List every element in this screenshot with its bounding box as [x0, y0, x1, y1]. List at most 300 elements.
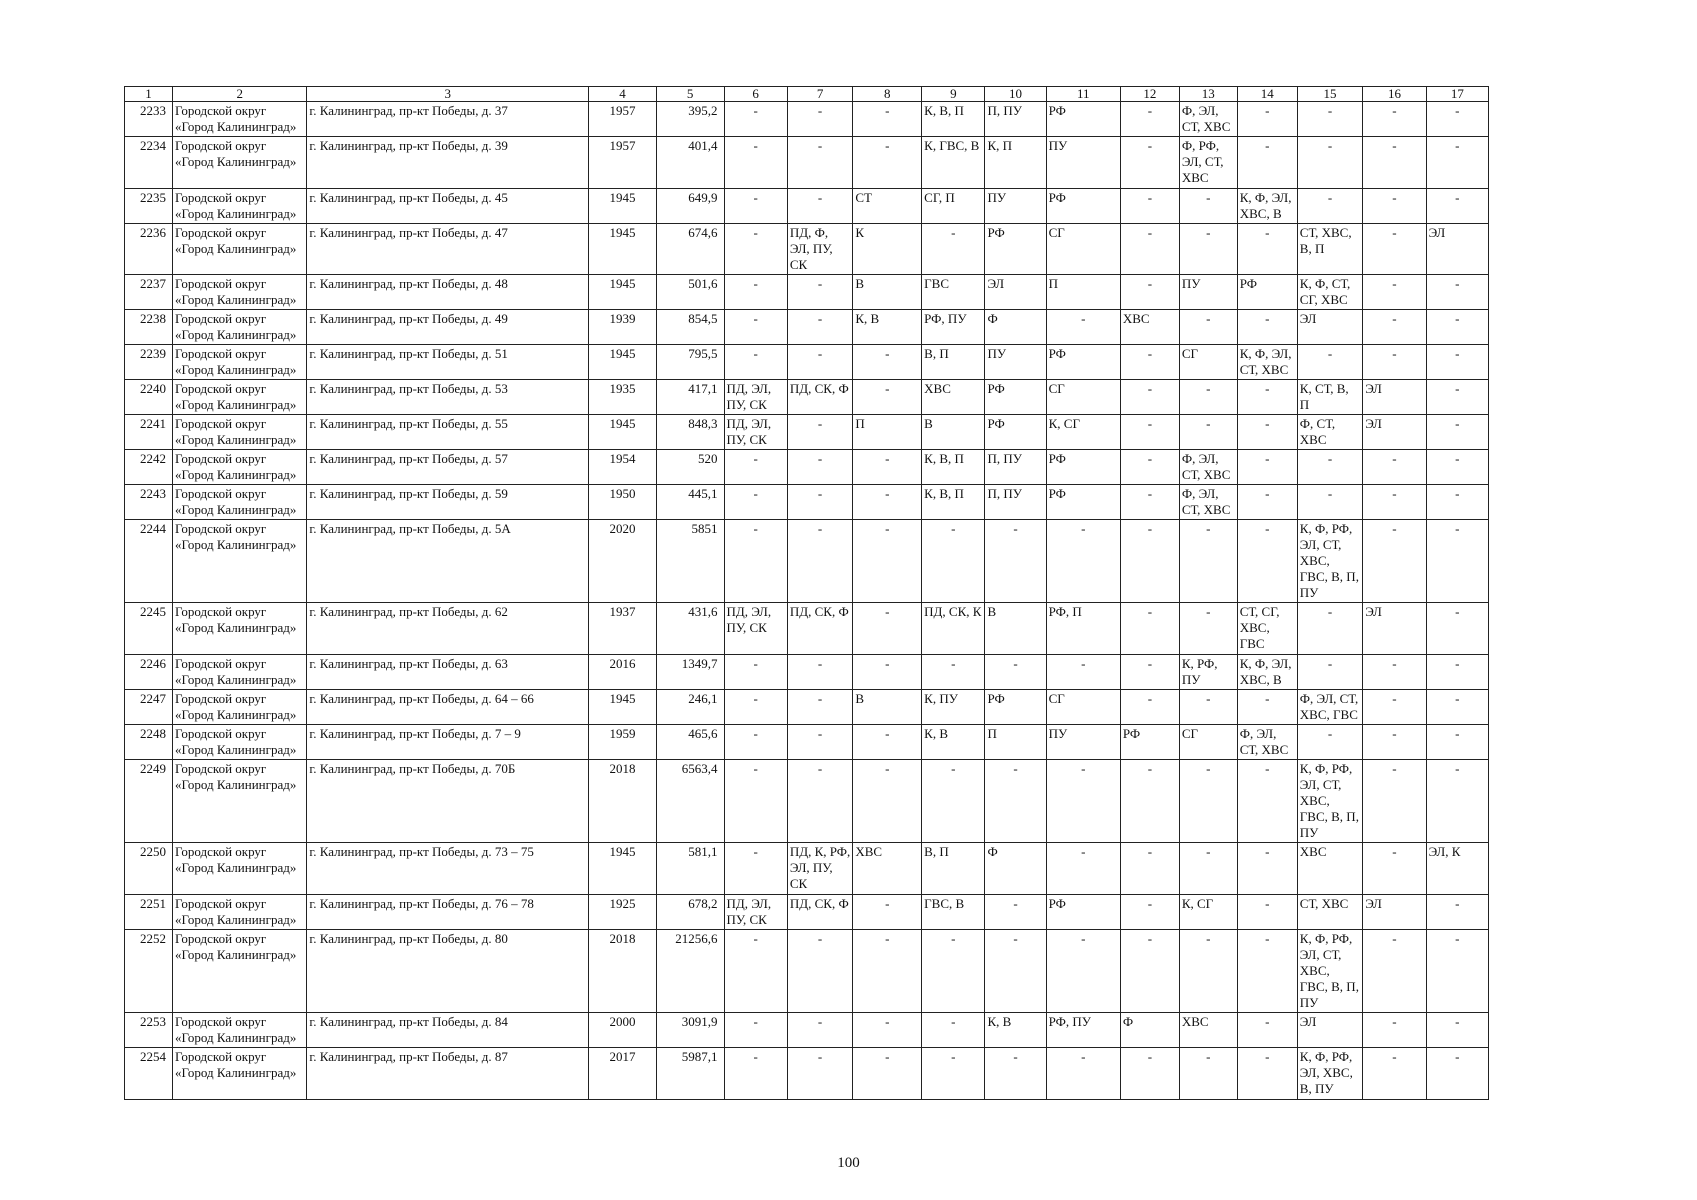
table-row [125, 102, 1489, 137]
cell-col-1: 2252 [125, 930, 173, 1013]
cell-col-14: - [1237, 520, 1297, 603]
column-header-12: 12 [1120, 87, 1179, 102]
cell-col-13: - [1179, 603, 1237, 655]
cell-col-9: К, ГВС, В [922, 137, 985, 189]
table-row [125, 345, 1489, 380]
cell-col-13: Ф, ЭЛ, СТ, ХВС [1179, 450, 1237, 485]
cell-col-2: Городской округ «Город Калининград» [173, 415, 307, 450]
cell-col-16: - [1363, 843, 1426, 895]
cell-col-12: Ф [1120, 1013, 1179, 1048]
cell-col-5: 854,5 [656, 310, 724, 345]
cell-col-3: г. Калининград, пр-кт Победы, д. 5А [307, 520, 589, 603]
cell-col-14: - [1237, 690, 1297, 725]
cell-col-3: г. Калининград, пр-кт Победы, д. 37 [307, 102, 589, 137]
cell-col-4: 2000 [589, 1013, 657, 1048]
cell-col-17: - [1426, 310, 1488, 345]
cell-col-15: К, Ф, РФ, ЭЛ, СТ, ХВС, ГВС, В, П, ПУ [1297, 760, 1363, 843]
cell-col-8: - [853, 450, 922, 485]
cell-col-8: - [853, 520, 922, 603]
column-header-3: 3 [307, 87, 589, 102]
cell-col-6: - [724, 485, 787, 520]
column-header-2: 2 [173, 87, 307, 102]
cell-col-17: - [1426, 1013, 1488, 1048]
page-number: 100 [837, 1155, 860, 1171]
cell-col-3: г. Калининград, пр-кт Победы, д. 7 – 9 [307, 725, 589, 760]
cell-col-2: Городской округ «Город Калининград» [173, 450, 307, 485]
cell-col-2: Городской округ «Город Калининград» [173, 1013, 307, 1048]
cell-col-7: ПД, К, РФ, ЭЛ, ПУ, СК [787, 843, 853, 895]
cell-col-9: К, ПУ [922, 690, 985, 725]
cell-col-13: - [1179, 380, 1237, 415]
cell-col-6: - [724, 310, 787, 345]
cell-col-15: К, Ф, РФ, ЭЛ, СТ, ХВС, ГВС, В, П, ПУ [1297, 520, 1363, 603]
cell-col-9: СГ, П [922, 189, 985, 224]
cell-col-8: П [853, 415, 922, 450]
cell-col-1: 2241 [125, 415, 173, 450]
cell-col-16: - [1363, 102, 1426, 137]
cell-col-7: - [787, 345, 853, 380]
cell-col-11: - [1046, 843, 1120, 895]
cell-col-8: ХВС [853, 843, 922, 895]
cell-col-8: - [853, 895, 922, 930]
cell-col-12: - [1120, 843, 1179, 895]
cell-col-4: 2017 [589, 1048, 657, 1100]
buildings-table [124, 86, 1489, 1100]
cell-col-14: - [1237, 930, 1297, 1013]
cell-col-17: - [1426, 520, 1488, 603]
cell-col-6: - [724, 345, 787, 380]
cell-col-12: - [1120, 275, 1179, 310]
cell-col-1: 2251 [125, 895, 173, 930]
cell-col-16: - [1363, 690, 1426, 725]
cell-col-2: Городской округ «Город Калининград» [173, 485, 307, 520]
cell-col-11: ПУ [1046, 137, 1120, 189]
cell-col-9: - [922, 1048, 985, 1100]
cell-col-4: 1945 [589, 415, 657, 450]
cell-col-1: 2238 [125, 310, 173, 345]
cell-col-16: - [1363, 345, 1426, 380]
cell-col-10: К, П [985, 137, 1046, 189]
cell-col-9: К, В [922, 725, 985, 760]
cell-col-12: - [1120, 380, 1179, 415]
cell-col-4: 1945 [589, 189, 657, 224]
column-header-4: 4 [589, 87, 657, 102]
cell-col-17: - [1426, 380, 1488, 415]
cell-col-13: СГ [1179, 725, 1237, 760]
cell-col-7: ПД, СК, Ф [787, 895, 853, 930]
table-row [125, 1048, 1489, 1100]
cell-col-4: 1950 [589, 485, 657, 520]
cell-col-11: РФ [1046, 345, 1120, 380]
cell-col-15: - [1297, 485, 1363, 520]
cell-col-2: Городской округ «Город Калининград» [173, 843, 307, 895]
cell-col-16: ЭЛ [1363, 895, 1426, 930]
cell-col-7: - [787, 520, 853, 603]
cell-col-1: 2250 [125, 843, 173, 895]
table-row [125, 189, 1489, 224]
cell-col-3: г. Калининград, пр-кт Победы, д. 87 [307, 1048, 589, 1100]
cell-col-7: - [787, 310, 853, 345]
cell-col-10: - [985, 760, 1046, 843]
cell-col-4: 1939 [589, 310, 657, 345]
cell-col-17: - [1426, 485, 1488, 520]
cell-col-5: 5987,1 [656, 1048, 724, 1100]
column-header-14: 14 [1237, 87, 1297, 102]
cell-col-5: 5851 [656, 520, 724, 603]
cell-col-16: - [1363, 224, 1426, 275]
cell-col-14: - [1237, 380, 1297, 415]
cell-col-8: - [853, 725, 922, 760]
table-row [125, 1013, 1489, 1048]
cell-col-7: - [787, 655, 853, 690]
cell-col-3: г. Калининград, пр-кт Победы, д. 53 [307, 380, 589, 415]
cell-col-6: - [724, 189, 787, 224]
column-header-13: 13 [1179, 87, 1237, 102]
cell-col-2: Городской округ «Город Калининград» [173, 603, 307, 655]
cell-col-17: - [1426, 760, 1488, 843]
cell-col-5: 520 [656, 450, 724, 485]
cell-col-4: 1957 [589, 137, 657, 189]
cell-col-10: ПУ [985, 345, 1046, 380]
cell-col-1: 2240 [125, 380, 173, 415]
cell-col-14: - [1237, 102, 1297, 137]
cell-col-6: - [724, 137, 787, 189]
cell-col-8: - [853, 930, 922, 1013]
cell-col-2: Городской округ «Город Калининград» [173, 930, 307, 1013]
cell-col-3: г. Калининград, пр-кт Победы, д. 62 [307, 603, 589, 655]
cell-col-6: - [724, 725, 787, 760]
cell-col-4: 1945 [589, 345, 657, 380]
cell-col-3: г. Калининград, пр-кт Победы, д. 84 [307, 1013, 589, 1048]
cell-col-17: - [1426, 275, 1488, 310]
cell-col-11: РФ [1046, 189, 1120, 224]
cell-col-4: 1945 [589, 275, 657, 310]
table-row [125, 603, 1489, 655]
cell-col-2: Городской округ «Город Калининград» [173, 275, 307, 310]
cell-col-17: - [1426, 137, 1488, 189]
cell-col-16: ЭЛ [1363, 415, 1426, 450]
cell-col-1: 2243 [125, 485, 173, 520]
cell-col-12: - [1120, 137, 1179, 189]
cell-col-12: - [1120, 603, 1179, 655]
cell-col-10: П, ПУ [985, 485, 1046, 520]
cell-col-15: Ф, СТ, ХВС [1297, 415, 1363, 450]
cell-col-15: - [1297, 345, 1363, 380]
cell-col-17: ЭЛ, К [1426, 843, 1488, 895]
table-row [125, 380, 1489, 415]
cell-col-7: - [787, 275, 853, 310]
cell-col-13: - [1179, 224, 1237, 275]
cell-col-17: - [1426, 690, 1488, 725]
cell-col-12: - [1120, 1048, 1179, 1100]
cell-col-2: Городской округ «Город Калининград» [173, 725, 307, 760]
cell-col-4: 1935 [589, 380, 657, 415]
table-row [125, 930, 1489, 1013]
table-row [125, 310, 1489, 345]
cell-col-4: 1945 [589, 843, 657, 895]
cell-col-13: - [1179, 930, 1237, 1013]
table-row [125, 690, 1489, 725]
cell-col-1: 2246 [125, 655, 173, 690]
cell-col-2: Городской округ «Город Калининград» [173, 102, 307, 137]
cell-col-14: К, Ф, ЭЛ, СТ, ХВС [1237, 345, 1297, 380]
cell-col-14: - [1237, 1048, 1297, 1100]
cell-col-17: - [1426, 725, 1488, 760]
cell-col-11: СГ [1046, 690, 1120, 725]
cell-col-5: 417,1 [656, 380, 724, 415]
cell-col-2: Городской округ «Город Калининград» [173, 345, 307, 380]
cell-col-9: - [922, 1013, 985, 1048]
cell-col-2: Городской округ «Город Калининград» [173, 760, 307, 843]
cell-col-9: - [922, 930, 985, 1013]
cell-col-11: - [1046, 310, 1120, 345]
cell-col-10: В [985, 603, 1046, 655]
table-row [125, 843, 1489, 895]
cell-col-16: - [1363, 520, 1426, 603]
cell-col-5: 465,6 [656, 725, 724, 760]
cell-col-10: Ф [985, 843, 1046, 895]
cell-col-6: ПД, ЭЛ, ПУ, СК [724, 415, 787, 450]
column-header-15: 15 [1297, 87, 1363, 102]
cell-col-7: ПД, СК, Ф [787, 380, 853, 415]
cell-col-15: - [1297, 137, 1363, 189]
cell-col-5: 678,2 [656, 895, 724, 930]
cell-col-14: К, Ф, ЭЛ, ХВС, В [1237, 189, 1297, 224]
cell-col-12: - [1120, 450, 1179, 485]
cell-col-6: - [724, 843, 787, 895]
cell-col-10: - [985, 655, 1046, 690]
cell-col-13: Ф, ЭЛ, СТ, ХВС [1179, 485, 1237, 520]
cell-col-1: 2245 [125, 603, 173, 655]
cell-col-7: ПД, СК, Ф [787, 603, 853, 655]
cell-col-11: РФ [1046, 450, 1120, 485]
cell-col-6: ПД, ЭЛ, ПУ, СК [724, 380, 787, 415]
cell-col-7: - [787, 1048, 853, 1100]
cell-col-3: г. Калининград, пр-кт Победы, д. 57 [307, 450, 589, 485]
cell-col-3: г. Калининград, пр-кт Победы, д. 63 [307, 655, 589, 690]
cell-col-8: - [853, 380, 922, 415]
cell-col-13: - [1179, 843, 1237, 895]
cell-col-9: В [922, 415, 985, 450]
cell-col-7: - [787, 690, 853, 725]
cell-col-16: - [1363, 275, 1426, 310]
cell-col-10: Ф [985, 310, 1046, 345]
cell-col-10: РФ [985, 380, 1046, 415]
cell-col-1: 2233 [125, 102, 173, 137]
cell-col-3: г. Калининград, пр-кт Победы, д. 39 [307, 137, 589, 189]
cell-col-1: 2239 [125, 345, 173, 380]
cell-col-15: К, Ф, СТ, СГ, ХВС [1297, 275, 1363, 310]
cell-col-7: - [787, 930, 853, 1013]
cell-col-1: 2236 [125, 224, 173, 275]
cell-col-12: - [1120, 415, 1179, 450]
column-header-1: 1 [125, 87, 173, 102]
cell-col-5: 401,4 [656, 137, 724, 189]
cell-col-16: - [1363, 930, 1426, 1013]
cell-col-13: - [1179, 520, 1237, 603]
cell-col-10: - [985, 520, 1046, 603]
cell-col-13: - [1179, 760, 1237, 843]
cell-col-8: СТ [853, 189, 922, 224]
cell-col-1: 2247 [125, 690, 173, 725]
cell-col-7: ПД, Ф, ЭЛ, ПУ, СК [787, 224, 853, 275]
cell-col-10: РФ [985, 224, 1046, 275]
column-header-8: 8 [853, 87, 922, 102]
cell-col-15: - [1297, 655, 1363, 690]
cell-col-9: К, В, П [922, 485, 985, 520]
cell-col-1: 2254 [125, 1048, 173, 1100]
cell-col-10: ЭЛ [985, 275, 1046, 310]
cell-col-11: - [1046, 760, 1120, 843]
cell-col-6: - [724, 655, 787, 690]
column-header-17: 17 [1426, 87, 1488, 102]
cell-col-13: - [1179, 189, 1237, 224]
cell-col-5: 445,1 [656, 485, 724, 520]
cell-col-15: - [1297, 725, 1363, 760]
cell-col-9: К, В, П [922, 450, 985, 485]
cell-col-3: г. Калининград, пр-кт Победы, д. 76 – 78 [307, 895, 589, 930]
cell-col-9: В, П [922, 843, 985, 895]
cell-col-14: К, Ф, ЭЛ, ХВС, В [1237, 655, 1297, 690]
cell-col-9: В, П [922, 345, 985, 380]
cell-col-17: - [1426, 895, 1488, 930]
cell-col-9: ГВС, В [922, 895, 985, 930]
cell-col-6: - [724, 1013, 787, 1048]
cell-col-8: К [853, 224, 922, 275]
cell-col-12: - [1120, 485, 1179, 520]
cell-col-7: - [787, 102, 853, 137]
cell-col-11: П [1046, 275, 1120, 310]
cell-col-8: - [853, 603, 922, 655]
cell-col-2: Городской округ «Город Калининград» [173, 380, 307, 415]
cell-col-16: - [1363, 189, 1426, 224]
cell-col-3: г. Калининград, пр-кт Победы, д. 73 – 75 [307, 843, 589, 895]
cell-col-8: - [853, 1013, 922, 1048]
cell-col-11: РФ [1046, 895, 1120, 930]
cell-col-15: К, СТ, В, П [1297, 380, 1363, 415]
cell-col-12: - [1120, 345, 1179, 380]
table-header [125, 87, 1489, 102]
table-row [125, 655, 1489, 690]
cell-col-6: - [724, 224, 787, 275]
cell-col-9: - [922, 520, 985, 603]
cell-col-10: К, В [985, 1013, 1046, 1048]
cell-col-8: К, В [853, 310, 922, 345]
cell-col-16: ЭЛ [1363, 380, 1426, 415]
cell-col-12: - [1120, 224, 1179, 275]
cell-col-8: - [853, 485, 922, 520]
cell-col-14: РФ [1237, 275, 1297, 310]
cell-col-13: Ф, РФ, ЭЛ, СТ, ХВС [1179, 137, 1237, 189]
cell-col-6: ПД, ЭЛ, ПУ, СК [724, 895, 787, 930]
cell-col-13: - [1179, 1048, 1237, 1100]
cell-col-3: г. Калининград, пр-кт Победы, д. 48 [307, 275, 589, 310]
cell-col-5: 431,6 [656, 603, 724, 655]
cell-col-14: - [1237, 415, 1297, 450]
cell-col-8: - [853, 655, 922, 690]
cell-col-5: 674,6 [656, 224, 724, 275]
cell-col-15: ЭЛ [1297, 1013, 1363, 1048]
cell-col-7: - [787, 485, 853, 520]
cell-col-11: РФ [1046, 485, 1120, 520]
cell-col-6: - [724, 1048, 787, 1100]
cell-col-11: К, СГ [1046, 415, 1120, 450]
cell-col-10: РФ [985, 415, 1046, 450]
cell-col-4: 1937 [589, 603, 657, 655]
cell-col-11: - [1046, 1048, 1120, 1100]
cell-col-13: К, СГ [1179, 895, 1237, 930]
cell-col-17: - [1426, 450, 1488, 485]
cell-col-16: - [1363, 1048, 1426, 1100]
cell-col-3: г. Калининград, пр-кт Победы, д. 49 [307, 310, 589, 345]
cell-col-8: - [853, 1048, 922, 1100]
cell-col-11: - [1046, 520, 1120, 603]
cell-col-11: - [1046, 930, 1120, 1013]
cell-col-4: 2020 [589, 520, 657, 603]
cell-col-2: Городской округ «Город Калининград» [173, 690, 307, 725]
cell-col-7: - [787, 760, 853, 843]
cell-col-8: - [853, 760, 922, 843]
cell-col-2: Городской округ «Город Калининград» [173, 520, 307, 603]
cell-col-11: СГ [1046, 380, 1120, 415]
table-row [125, 520, 1489, 603]
cell-col-14: - [1237, 760, 1297, 843]
cell-col-14: СТ, СГ, ХВС, ГВС [1237, 603, 1297, 655]
cell-col-16: - [1363, 1013, 1426, 1048]
column-header-16: 16 [1363, 87, 1426, 102]
cell-col-17: - [1426, 189, 1488, 224]
cell-col-2: Городской округ «Город Калининград» [173, 189, 307, 224]
cell-col-10: ПУ [985, 189, 1046, 224]
cell-col-15: СТ, ХВС, В, П [1297, 224, 1363, 275]
cell-col-15: Ф, ЭЛ, СТ, ХВС, ГВС [1297, 690, 1363, 725]
cell-col-10: - [985, 930, 1046, 1013]
cell-col-10: П, ПУ [985, 102, 1046, 137]
cell-col-9: ХВС [922, 380, 985, 415]
cell-col-15: ХВС [1297, 843, 1363, 895]
cell-col-11: РФ, ПУ [1046, 1013, 1120, 1048]
column-header-10: 10 [985, 87, 1046, 102]
cell-col-14: - [1237, 137, 1297, 189]
cell-col-8: - [853, 102, 922, 137]
cell-col-15: ЭЛ [1297, 310, 1363, 345]
cell-col-4: 2018 [589, 760, 657, 843]
cell-col-17: - [1426, 1048, 1488, 1100]
cell-col-1: 2248 [125, 725, 173, 760]
cell-col-3: г. Калининград, пр-кт Победы, д. 59 [307, 485, 589, 520]
cell-col-7: - [787, 137, 853, 189]
table-row [125, 415, 1489, 450]
cell-col-13: - [1179, 690, 1237, 725]
table-row [125, 450, 1489, 485]
cell-col-10: - [985, 1048, 1046, 1100]
cell-col-4: 1957 [589, 102, 657, 137]
table-row [125, 275, 1489, 310]
cell-col-12: - [1120, 930, 1179, 1013]
cell-col-11: РФ [1046, 102, 1120, 137]
cell-col-17: - [1426, 415, 1488, 450]
cell-col-4: 2016 [589, 655, 657, 690]
cell-col-11: СГ [1046, 224, 1120, 275]
cell-col-5: 21256,6 [656, 930, 724, 1013]
cell-col-4: 2018 [589, 930, 657, 1013]
cell-col-8: - [853, 137, 922, 189]
table-row [125, 725, 1489, 760]
cell-col-12: - [1120, 520, 1179, 603]
cell-col-9: ПД, СК, К [922, 603, 985, 655]
cell-col-1: 2253 [125, 1013, 173, 1048]
cell-col-16: - [1363, 655, 1426, 690]
